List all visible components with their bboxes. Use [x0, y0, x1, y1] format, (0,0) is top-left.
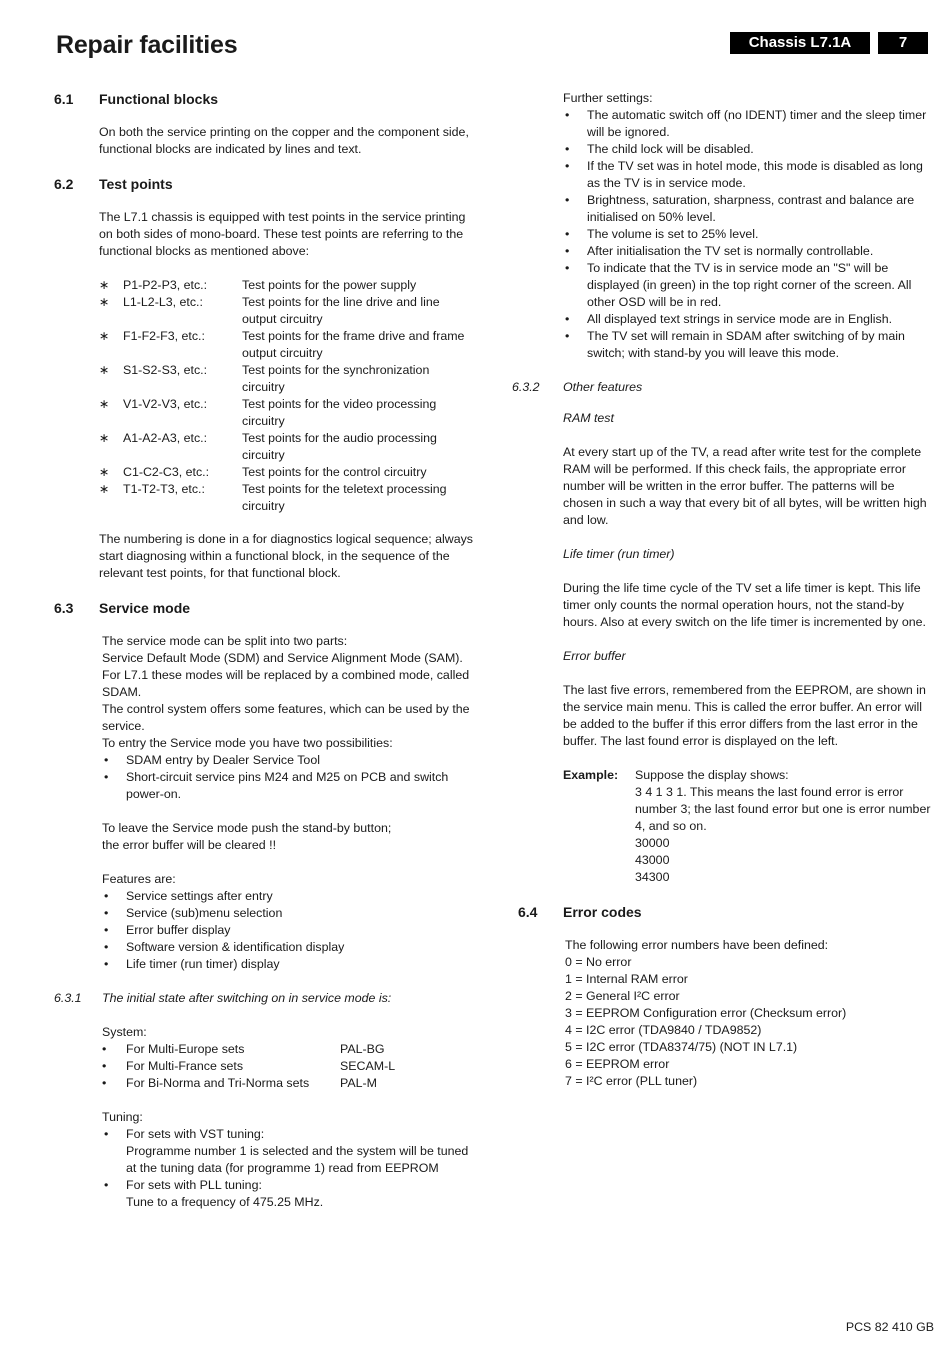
- section-title: Error codes: [563, 904, 642, 920]
- section-title: Other features: [563, 380, 643, 394]
- test-points-intro: The L7.1 chassis is equipped with test points in the service printing on both sides of mono-board. These test points are referring to the functional blocks as mentioned above:: [99, 210, 466, 258]
- list-item: • The automatic switch off (no IDENT) timer and the sleep timer will be ignored.: [563, 107, 932, 141]
- error-buffer-text: The last five errors, remembered from the EEPROM, are shown in the service main menu. This is called the error buffer. An error will be added to the buffer if this error differs from the last error in the buffer. The last found error is displayed on the left.: [563, 683, 926, 748]
- test-point-desc: Test points for the synchronization circuitry: [242, 363, 430, 394]
- life-timer-text: During the life time cycle of the TV set a life timer is kept. This life timer only counts the normal operation hours, not the stand-by hours. Also at every switch on the life timer is incremented by one.: [563, 581, 926, 629]
- example-label: Example:: [563, 768, 619, 782]
- entry-methods-list: [102, 752, 474, 803]
- further-settings-label: Further settings:: [563, 91, 653, 105]
- system-row: [102, 1058, 474, 1075]
- section-title: The initial state after switching on in service mode is:: [102, 991, 392, 1005]
- error-code-item: 6 = EEPROM error: [565, 1057, 670, 1071]
- list-item: • Life timer (run timer) display: [102, 956, 474, 973]
- error-codes-intro: The following error numbers have been defined:: [565, 938, 829, 952]
- left-column: [54, 90, 474, 1211]
- system-value: PAL-M: [340, 1076, 377, 1090]
- system-set-label: For Multi-Europe sets: [126, 1042, 245, 1056]
- section-6-3-heading: [54, 599, 474, 617]
- list-item: • After initialisation the TV set is normally controllable.: [563, 243, 932, 260]
- section-number: 6.3.2: [512, 380, 540, 394]
- test-point-desc: Test points for the line drive and line output circuitry: [242, 295, 440, 326]
- list-item: • Software version & identification display: [102, 939, 474, 956]
- test-point-row: [99, 328, 474, 362]
- section-number: 6.1: [54, 91, 74, 107]
- example-block: [563, 767, 932, 886]
- section-number: 6.4: [518, 904, 538, 920]
- leave-service-text: To leave the Service mode push the stand-by button;: [102, 821, 392, 835]
- test-point-code: L1-L2-L3, etc.:: [123, 295, 203, 309]
- error-code-item: 2 = General I²C error: [565, 989, 680, 1003]
- leave-service-note: the error buffer will be cleared !!: [102, 838, 277, 852]
- tuning-text: Programme number 1 is selected and the system will be tuned at the tuning data (for programme 1) read from EEPROM: [126, 1144, 469, 1175]
- section-number: 6.3.1: [54, 991, 82, 1005]
- list-item: [102, 1177, 474, 1211]
- features-list: [102, 888, 474, 973]
- tuning-text: Tune to a frequency of 475.25 MHz.: [126, 1195, 324, 1209]
- tuning-list: [102, 1126, 474, 1211]
- test-point-desc: Test points for the teletext processing circuitry: [242, 482, 447, 513]
- test-point-desc: Test points for the control circuitry: [242, 465, 427, 479]
- life-timer-title: Life timer (run timer): [563, 547, 675, 561]
- list-item: • The child lock will be disabled.: [563, 141, 932, 158]
- asterisk-bullet-icon: ∗: [99, 295, 110, 309]
- list-item: • Service (sub)menu selection: [102, 905, 474, 922]
- test-point-code: A1-A2-A3, etc.:: [123, 431, 208, 445]
- error-code-item: 7 = I²C error (PLL tuner): [565, 1074, 698, 1088]
- error-code-item: 4 = I2C error (TDA9840 / TDA9852): [565, 1023, 762, 1037]
- list-item: • The TV set will remain in SDAM after switching of by main switch; with stand-by you will leave this mode.: [563, 328, 932, 362]
- test-point-row: [99, 430, 474, 464]
- section-title: Test points: [99, 176, 173, 192]
- functional-blocks-text: On both the service printing on the copper and the component side, functional blocks are indicated by lines and text.: [99, 125, 469, 156]
- system-set-label: For Multi-France sets: [126, 1059, 244, 1073]
- error-buffer-title: Error buffer: [563, 649, 626, 663]
- asterisk-bullet-icon: ∗: [99, 329, 110, 343]
- error-code-item: 5 = I2C error (TDA8374/75) (NOT IN L7.1): [565, 1040, 798, 1054]
- system-set-label: For Bi-Norma and Tri-Norma sets: [126, 1076, 310, 1090]
- section-title: Service mode: [99, 600, 191, 616]
- test-point-desc: Test points for the frame drive and frame output circuitry: [242, 329, 465, 360]
- test-point-row: [99, 464, 474, 481]
- list-item: • If the TV set was in hotel mode, this mode is disabled as long as the TV is in service mode.: [563, 158, 932, 192]
- test-point-code: V1-V2-V3, etc.:: [123, 397, 208, 411]
- system-value: SECAM-L: [340, 1059, 396, 1073]
- section-6-2-heading: [54, 175, 474, 193]
- other-features-body: [563, 410, 932, 886]
- example-line: 34300: [635, 870, 670, 884]
- section-number: 6.3: [54, 600, 74, 616]
- page-title: Repair facilities: [56, 31, 238, 59]
- error-code-item: 1 = Internal RAM error: [565, 972, 688, 986]
- ram-test-title: RAM test: [563, 411, 614, 425]
- list-item: • Short-circuit service pins M24 and M25 on PCB and switch power-on.: [102, 769, 474, 803]
- section-number: 6.2: [54, 176, 74, 192]
- document-code-footer: PCS 82 410 GB: [845, 1320, 934, 1334]
- test-point-desc: Test points for the video processing circuitry: [242, 397, 437, 428]
- test-point-code: T1-T2-T3, etc.:: [123, 482, 205, 496]
- error-codes-body: [565, 937, 932, 1090]
- test-points-outro: The numbering is done in a for diagnostics logical sequence; always start diagnosing within a functional block, in the sequence of the relevant test points, for that functional block.: [99, 532, 474, 580]
- test-point-code: C1-C2-C3, etc.:: [123, 465, 210, 479]
- test-point-desc: Test points for the power supply: [242, 278, 417, 292]
- tuning-head: • For sets with PLL tuning:: [126, 1178, 262, 1192]
- asterisk-bullet-icon: ∗: [99, 482, 110, 496]
- tuning-head: • For sets with VST tuning:: [126, 1127, 265, 1141]
- section-6-3-2-heading: [512, 379, 932, 396]
- list-item: • To indicate that the TV is in service mode an "S" will be displayed (in green) in the top right corner of the screen. All other OSD will be in red.: [563, 260, 932, 311]
- list-item: • Error buffer display: [102, 922, 474, 939]
- example-line: 43000: [635, 853, 670, 867]
- test-point-row: [99, 294, 474, 328]
- asterisk-bullet-icon: ∗: [99, 363, 110, 377]
- service-mode-text: Service Default Mode (SDM) and Service Alignment Mode (SAM). For L7.1 these modes will be replaced by a combined mode, called SDAM.: [102, 651, 470, 699]
- example-line: 3 4 1 3 1. This means the last found error is error number 3; the last found error but one is error number 4, and so on.: [635, 785, 931, 833]
- further-settings: [563, 90, 932, 362]
- test-point-code: P1-P2-P3, etc.:: [123, 278, 208, 292]
- further-settings-list: [563, 107, 932, 362]
- service-mode-text: To entry the Service mode you have two possibilities:: [102, 736, 393, 750]
- tuning-label: Tuning:: [102, 1110, 143, 1124]
- test-point-row: [99, 277, 474, 294]
- section-title: Functional blocks: [99, 91, 219, 107]
- test-point-row: [99, 362, 474, 396]
- features-label: Features are:: [102, 872, 176, 886]
- error-code-item: 3 = EEPROM Configuration error (Checksum error): [565, 1006, 847, 1020]
- test-point-row: [99, 396, 474, 430]
- example-line: Suppose the display shows:: [635, 768, 789, 782]
- ram-test-text: At every start up of the TV, a read after write test for the complete RAM will be performed. If this check fails, the appropriate error number will be written in the error buffer. The patterns will be chosen in such a way that every bit of all bytes, will be written high and low.: [563, 445, 927, 527]
- chassis-badge: Chassis L7.1A: [730, 32, 870, 54]
- section-6-4-heading: [518, 903, 932, 921]
- system-row: [102, 1041, 474, 1058]
- bullet-icon: •: [102, 1042, 107, 1056]
- list-item: • Brightness, saturation, sharpness, contrast and balance are initialised on 50% level.: [563, 192, 932, 226]
- test-point-row: [99, 481, 474, 515]
- list-item: • The volume is set to 25% level.: [563, 226, 932, 243]
- asterisk-bullet-icon: ∗: [99, 278, 110, 292]
- page-number-badge: 7: [878, 32, 928, 54]
- service-mode-text: The service mode can be split into two parts:: [102, 634, 348, 648]
- asterisk-bullet-icon: ∗: [99, 465, 110, 479]
- test-point-desc: Test points for the audio processing circuitry: [242, 431, 437, 462]
- error-code-item: 0 = No error: [565, 955, 632, 969]
- system-row: [102, 1075, 474, 1092]
- list-item: [102, 1126, 474, 1177]
- test-point-code: S1-S2-S3, etc.:: [123, 363, 208, 377]
- example-line: 30000: [635, 836, 670, 850]
- test-point-code: F1-F2-F3, etc.:: [123, 329, 205, 343]
- bullet-icon: •: [102, 1059, 107, 1073]
- right-column: [512, 90, 932, 1090]
- system-value: PAL-BG: [340, 1042, 385, 1056]
- list-item: • All displayed text strings in service mode are in English.: [563, 311, 932, 328]
- service-mode-text: The control system offers some features, which can be used by the service.: [102, 702, 470, 733]
- service-mode-body: [102, 633, 474, 973]
- list-item: • Service settings after entry: [102, 888, 474, 905]
- test-points-list: [99, 277, 474, 515]
- example-content: [635, 767, 932, 886]
- section-6-3-1-heading: [54, 990, 474, 1007]
- section-6-1-heading: [54, 90, 474, 108]
- system-label: System:: [102, 1025, 147, 1039]
- asterisk-bullet-icon: ∗: [99, 431, 110, 445]
- bullet-icon: •: [102, 1076, 107, 1090]
- asterisk-bullet-icon: ∗: [99, 397, 110, 411]
- list-item: • SDAM entry by Dealer Service Tool: [102, 752, 474, 769]
- initial-state-body: [102, 1024, 474, 1211]
